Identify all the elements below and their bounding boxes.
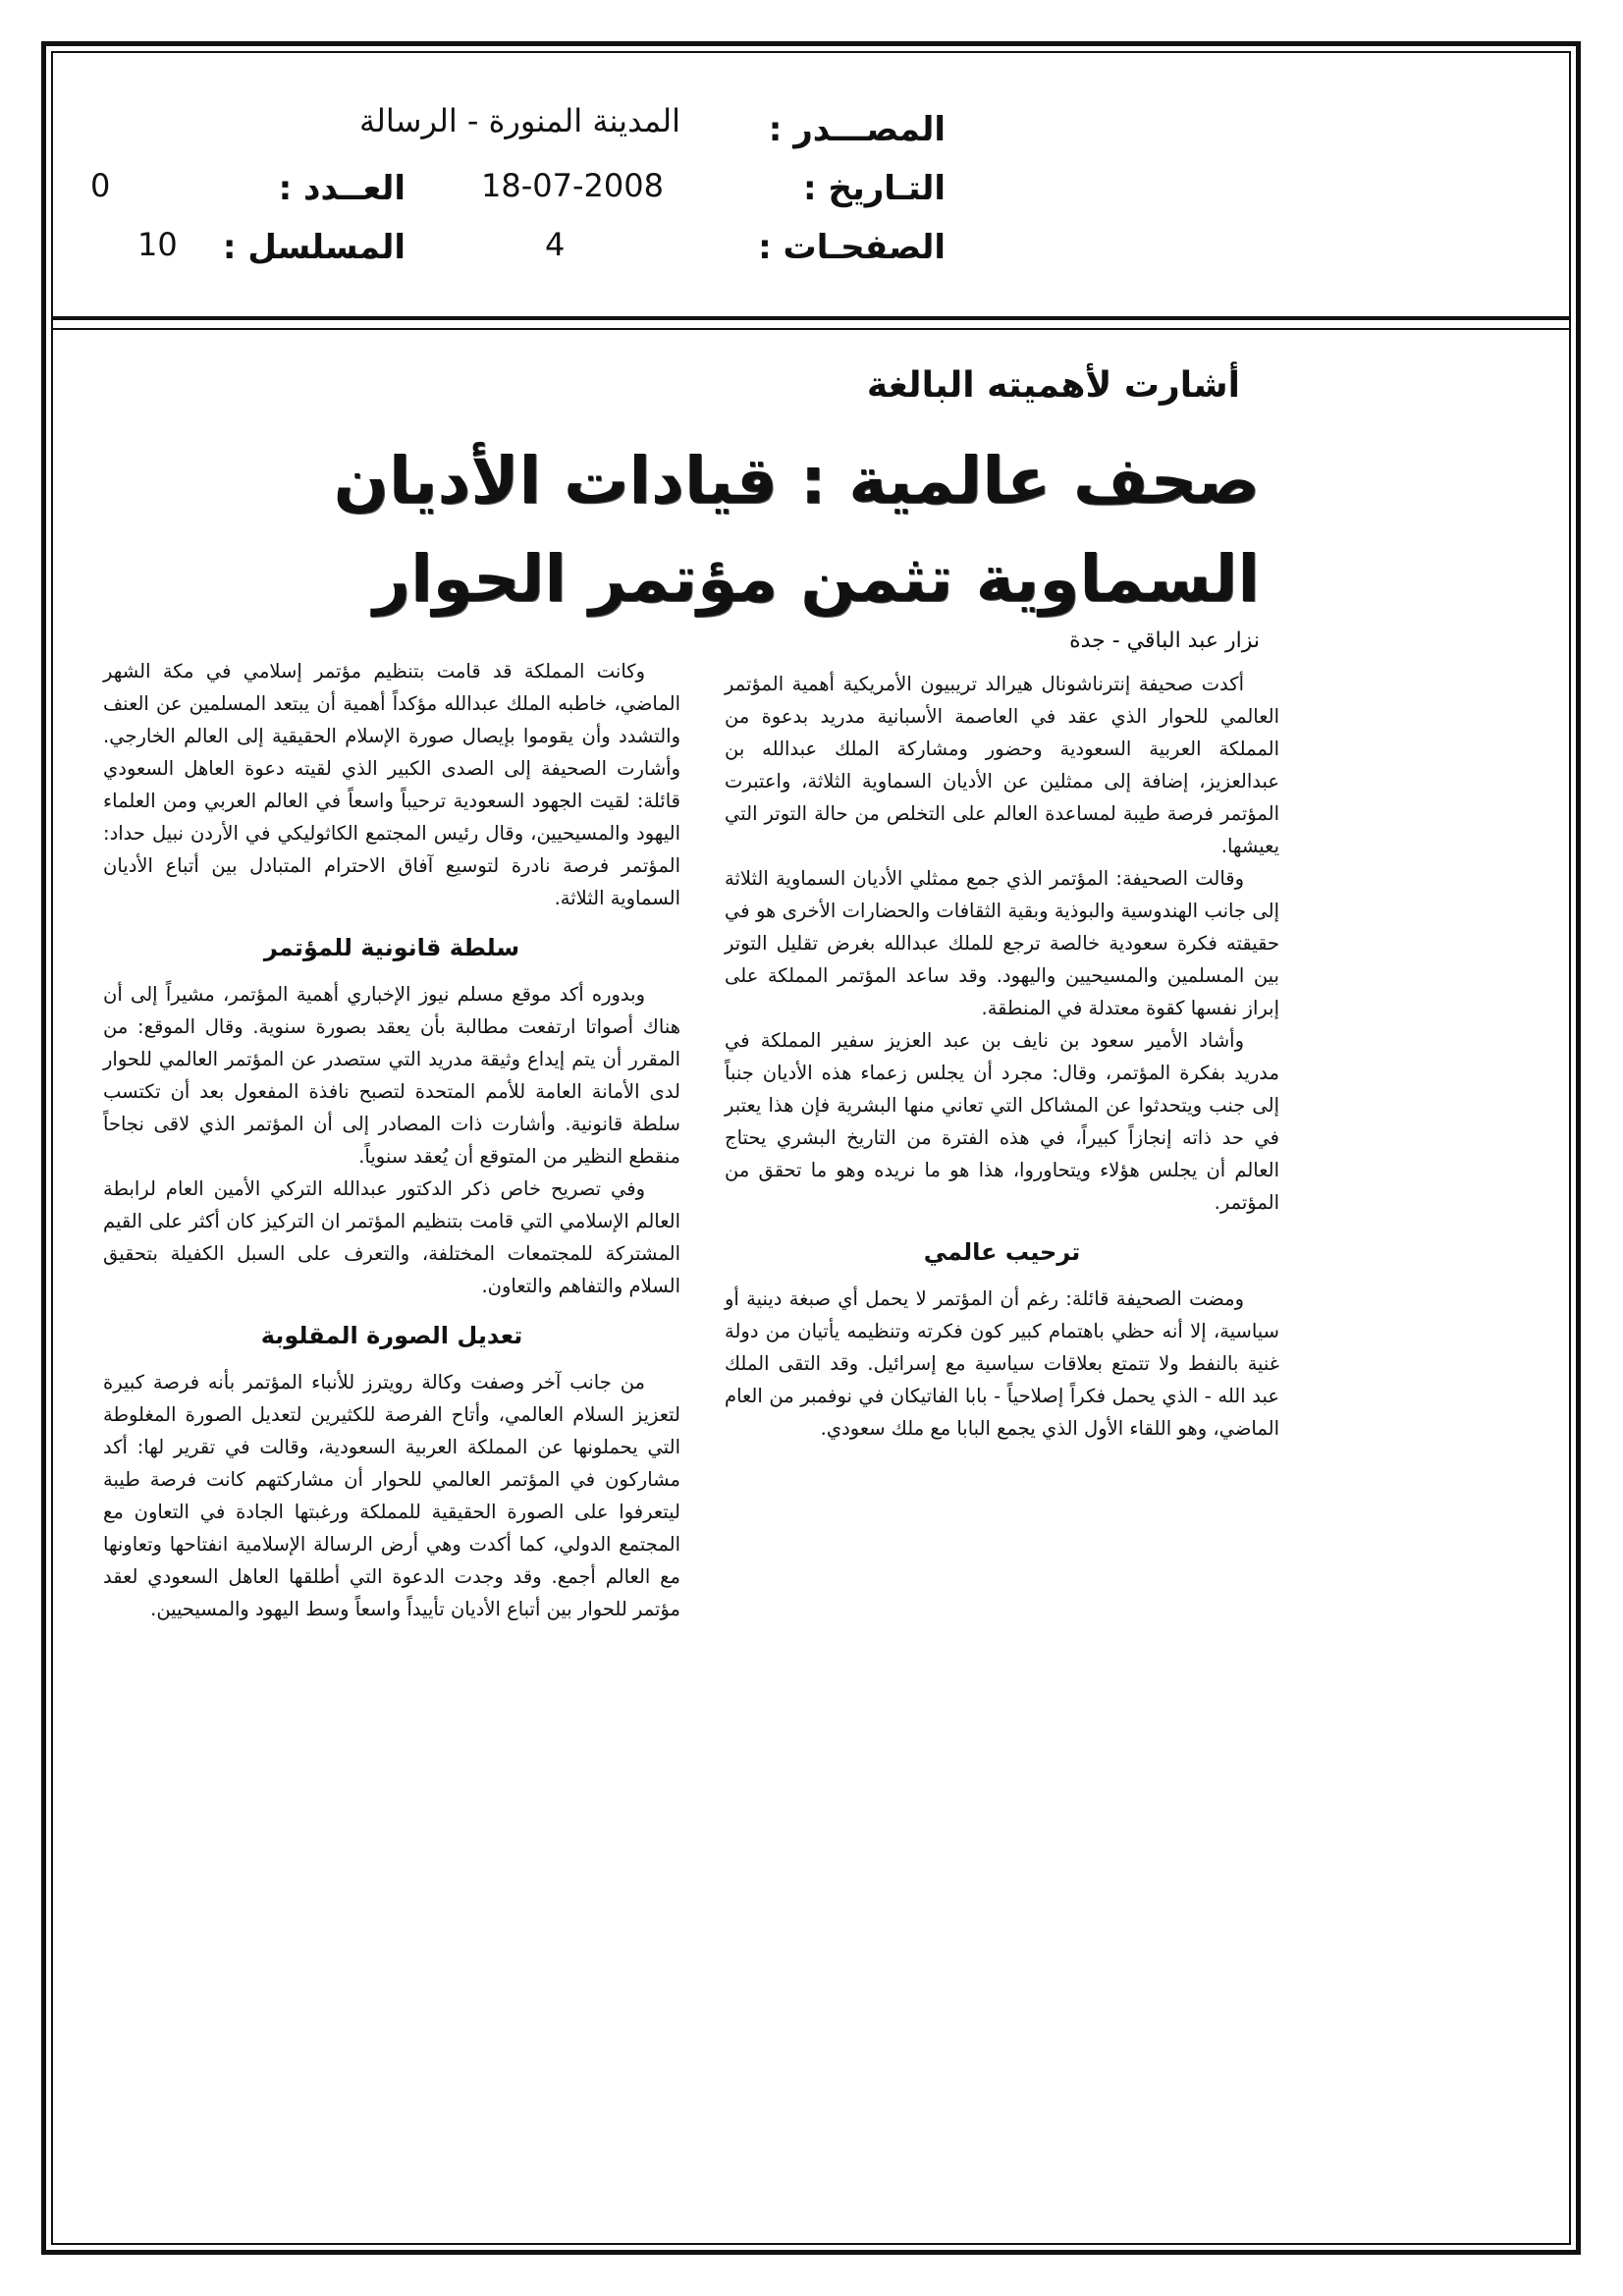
source-label: المصـــدر : <box>768 110 946 149</box>
article-byline: نزار عبد الباقي - جدة <box>1069 629 1260 653</box>
source-value: المدينة المنورة - الرسالة <box>358 102 680 139</box>
date-label: التـاريخ : <box>803 169 946 208</box>
date-value: 18-07-2008 <box>481 167 664 204</box>
serial-label: المسلسل : <box>222 228 406 267</box>
pages-label: الصفحـات : <box>758 228 946 267</box>
header-divider <box>51 316 1571 320</box>
paragraph: ومضت الصحيفة قائلة: رغم أن المؤتمر لا يحمل أي صبغة دينية أو سياسية، إلا أنه حظي باهتمام كبير كون فكرته وتنظيمه يأتيان من دولة غنية بالنفط ولا تتمتع بعلاقات سياسية مع إسرائيل. وقد التقى الملك عبد الله - الذي يحمل فكراً إصلاحياً - بابا الفاتيكان في نوفمبر من العام الماضي، وهو اللقاء الأول الذي يجمع البابا مع ملك سعودي. <box>725 1287 1279 1440</box>
article-headline <box>334 432 1260 629</box>
issue-label: العــدد : <box>278 169 406 208</box>
paragraph: وبدوره أكد موقع مسلم نيوز الإخباري أهمية المؤتمر، مشيراً إلى أن هناك أصواتا ارتفعت مطالبة بأن يعقد بصورة سنوية. وقال الموقع: من المقرر أن يتم إيداع وثيقة مدريد التي ستصدر عن المؤتمر العالمي للحوار لدى الأمانة العامة للأمم المتحدة لتصبح نافذة المفعول بعد أن تكتسب سلطة قانونية. وأشارت ذات المصادر إلى أن المؤتمر الذي لاقى نجاحاً منقطع النظير من المتوقع أن يُعقد سنوياً. <box>103 983 680 1168</box>
paragraph: وأشاد الأمير سعود بن نايف بن عبد العزيز سفير المملكة في مدريد بفكرة المؤتمر، وقال: مجرد أن يجلس زعماء هذه الأديان جنباً إلى جنب ويتحدثوا عن المشاكل التي تعاني منها البشرية فإن هذا يعتبر في حد ذاته إنجازاً كبيراً، في هذه الفترة من التاريخ البشري يحتاج العالم أن يجلس هؤلاء ويتحاوروا، هذا هو ما نريده وهو ما تحقق من المؤتمر. <box>725 1029 1279 1214</box>
article-column-left <box>103 655 680 1625</box>
paragraph: وكانت المملكة قد قامت بتنظيم مؤتمر إسلامي في مكة الشهر الماضي، خاطبه الملك عبدالله مؤكداً أهمية أن يبتعد المسلمين عن العنف والتشدد وأن يقوموا بإيصال صورة الإسلام الحقيقية إلى العالم الخارجي. وأشارت الصحيفة إلى الصدى الكبير الذي لقيته دعوة العاهل السعودي قائلة: لقيت الجهود السعودية ترحيباً واسعاً في العالم العربي ومن العلماء اليهود والمسيحيين، وقال رئيس المجتمع الكاثوليكي في الأردن نبيل حداد: المؤتمر فرصة نادرة لتوسيع آفاق الاحترام المتبادل بين أتباع الأديان السماوية الثلاثة. <box>103 660 680 909</box>
header-divider-thin <box>51 328 1571 330</box>
paragraph: أكدت صحيفة إنترناشونال هيرالد تريبيون الأمريكية أهمية المؤتمر العالمي للحوار الذي عقد في العاصمة الأسبانية مدريد بدعوة من المملكة العربية السعودية وحضور ومشاركة الملك عبدالله بن عبدالعزيز، إضافة إلى ممثلين عن الأديان السماوية الثلاثة، واعتبرت المؤتمر فرصة طيبة لمساعدة العالم على التخلص من حالة التوتر التي يعيشها. <box>725 673 1279 857</box>
headline-line-2: السماوية تثمن مؤتمر الحوار <box>372 541 1260 617</box>
paragraph: وفي تصريح خاص ذكر الدكتور عبدالله التركي الأمين العام لرابطة العالم الإسلامي التي قامت بتنظيم المؤتمر ان التركيز كان أكثر على القيم المشتركة للمجتمعات المختلفة، والتعرف على السبل الكفيلة بتحقيق السلام والتفاهم والتعاون. <box>103 1177 680 1297</box>
section-heading: سلطة قانونية للمؤتمر <box>263 934 520 961</box>
section-heading: ترحيب عالمي <box>923 1238 1081 1266</box>
issue-value: 0 <box>90 167 111 204</box>
serial-value: 10 <box>137 226 178 263</box>
article-column-right <box>725 668 1279 1445</box>
pages-value: 4 <box>545 226 566 263</box>
article-kicker: أشارت لأهميته البالغة <box>866 365 1240 406</box>
paragraph: من جانب آخر وصفت وكالة رويترز للأنباء المؤتمر بأنه فرصة كبيرة لتعزيز السلام العالمي، وأتاح الفرصة للكثيرين لتعديل الصورة المغلوطة التي يحملونها عن المملكة العربية السعودية، وقالت في تقرير لها: أكد مشاركون في المؤتمر العالمي للحوار أن مشاركتهم كانت فرصة طيبة ليتعرفوا على الصورة الحقيقية للمملكة ورغبتها الجادة في التعاون مع المجتمع الدولي، كما أكدت وهي أرض الرسالة الإسلامية انفتاحها وتعاونها مع العالم أجمع. وقد وجدت الدعوة التي أطلقها العاهل السعودي لعقد مؤتمر للحوار بين أتباع الأديان تأييداً واسعاً وسط اليهود والمسيحيين. <box>103 1371 680 1620</box>
headline-line-1: صحف عالمية : قيادات الأديان <box>333 443 1260 519</box>
section-heading: تعديل الصورة المقلوبة <box>260 1322 523 1349</box>
paragraph: وقالت الصحيفة: المؤتمر الذي جمع ممثلي الأديان السماوية الثلاثة إلى جانب الهندوسية والبوذية وبقية الثقافات والحضارات الأخرى هو في حقيقته فكرة سعودية خالصة ترجع للملك عبدالله بغرض تقليل التوتر بين المسلمين والمسيحيين واليهود. وقد ساعد المؤتمر المملكة على إبراز نفسها كقوة معتدلة في المنطقة. <box>725 867 1279 1019</box>
